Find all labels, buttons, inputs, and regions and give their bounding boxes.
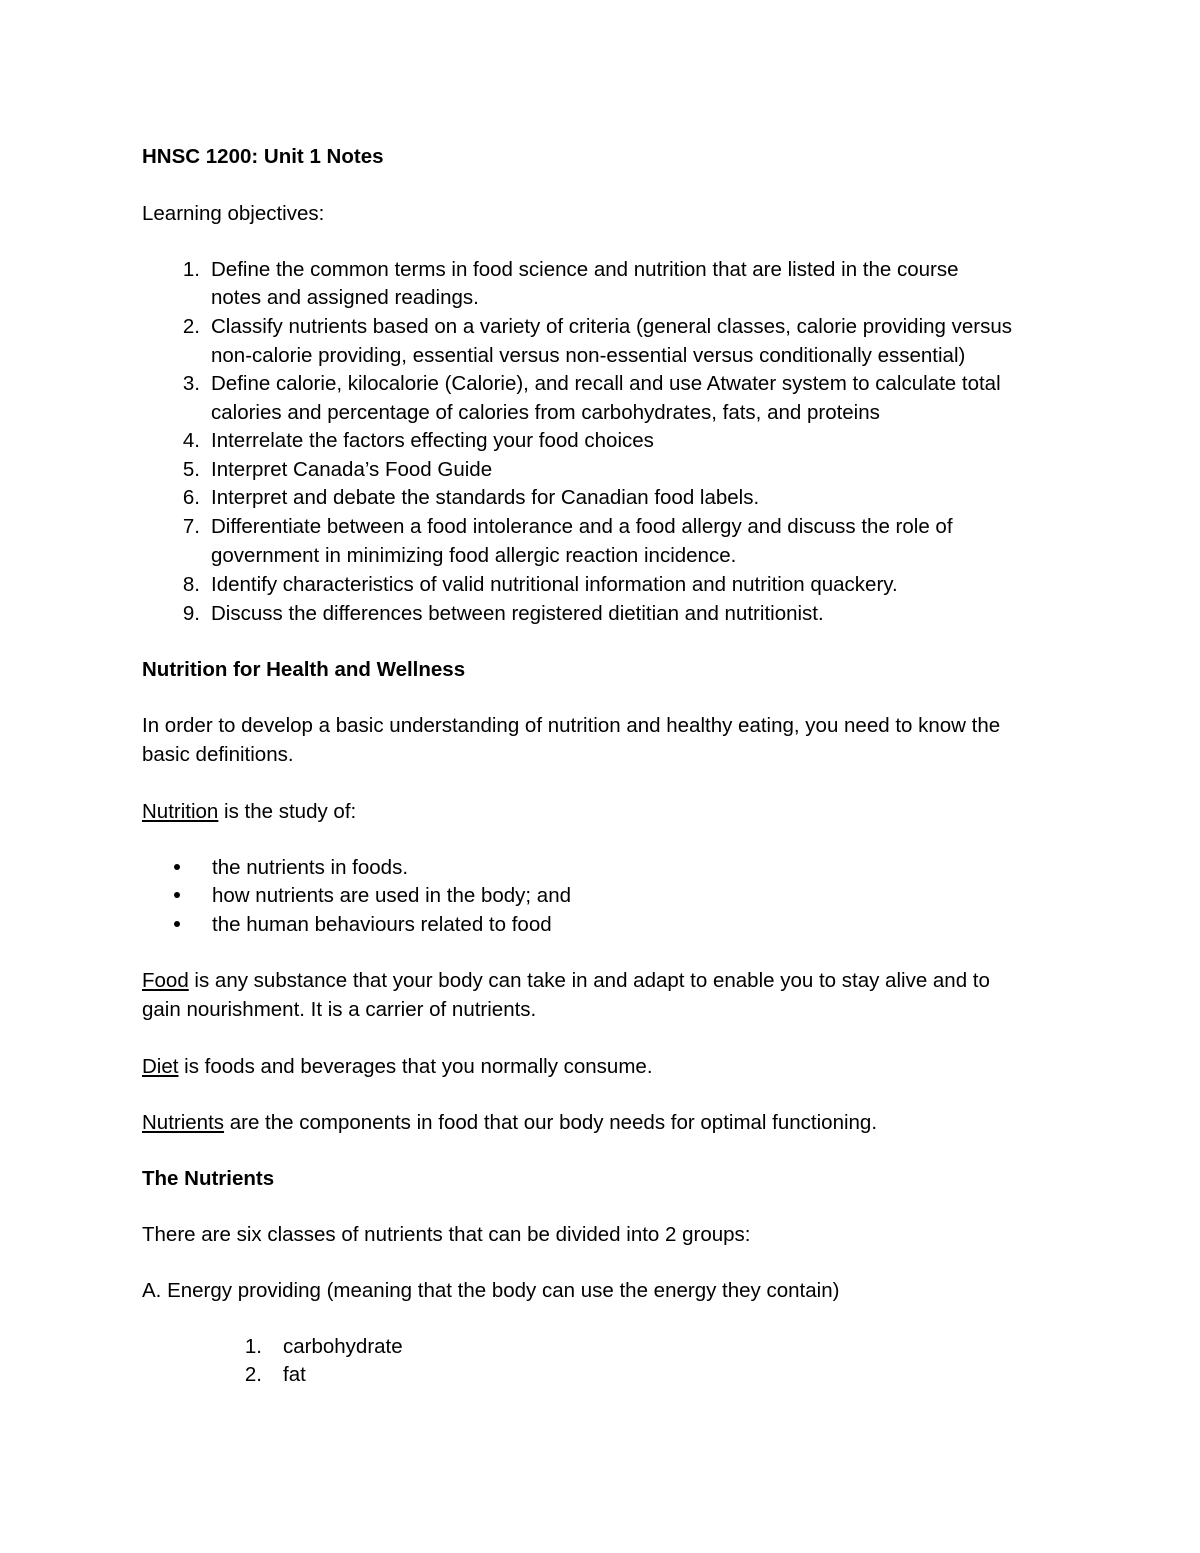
objectives-heading: Learning objectives: [142,202,325,225]
objective-number: 9. [182,602,200,625]
objective-text: Interpret Canada’s Food Guide [211,458,493,481]
objective-number: 1. [182,258,200,281]
bullet-icon [172,886,182,896]
objective-text: Classify nutrients based on a variety of criteria (general classes, calorie providing versus [211,315,1013,338]
item-text: carbohydrate [283,1335,403,1358]
nutrition-term: Nutrition [142,800,219,823]
objective-number: 7. [182,515,200,538]
diet-term: Diet [142,1055,179,1078]
bullet-text: the nutrients in foods. [212,856,409,879]
objective-number: 2. [182,315,200,338]
nutrition-def-text: is the study of: [218,800,357,823]
food-term: Food [142,969,189,992]
bullet-icon [172,858,182,868]
nutrients-definition [142,1113,877,1134]
document-title: HNSC 1200: Unit 1 Notes [142,145,384,168]
bullet-icon [172,915,182,925]
food-def-line: gain nourishment. It is a carrier of nutrients. [142,998,537,1021]
item-number: 2. [244,1363,262,1386]
item-text: fat [283,1363,306,1386]
objective-text: notes and assigned readings. [211,286,479,309]
bullet-text: how nutrients are used in the body; and [212,884,571,907]
objective-number: 3. [182,372,200,395]
section-heading-nutrients: The Nutrients [142,1167,275,1190]
objective-text: calories and percentage of calories from carbohydrates, fats, and proteins [211,401,880,424]
objective-text: government in minimizing food allergic reaction incidence. [211,544,737,567]
objective-text: Interrelate the factors effecting your food choices [211,429,654,452]
objective-text: Identify characteristics of valid nutritional information and nutrition quackery. [211,573,898,596]
nutrients-term: Nutrients [142,1111,225,1134]
objective-text: Discuss the differences between registered dietitian and nutritionist. [211,602,824,625]
objective-number: 4. [182,429,200,452]
nutrients-def-text: are the components in food that our body needs for optimal functioning. [224,1111,878,1134]
group-a-heading: A. Energy providing (meaning that the body can use the energy they contain) [142,1279,840,1302]
objective-number: 6. [182,486,200,509]
item-number: 1. [244,1335,262,1358]
objective-text: Interpret and debate the standards for Canadian food labels. [211,486,760,509]
diet-def-text: is foods and beverages that you normally consume. [178,1055,653,1078]
intro-line: In order to develop a basic understanding of nutrition and healthy eating, you need to know the [142,714,1001,737]
classes-intro: There are six classes of nutrients that can be divided into 2 groups: [142,1223,751,1246]
section-heading-health: Nutrition for Health and Wellness [142,658,466,681]
objective-text: Differentiate between a food intolerance and a food allergy and discuss the role of [211,515,953,538]
objective-text: Define calorie, kilocalorie (Calorie), and recall and use Atwater system to calculate total [211,372,1001,395]
objective-text: Define the common terms in food science and nutrition that are listed in the course [211,258,959,281]
objective-number: 8. [182,573,200,596]
nutrition-definition [142,802,356,823]
bullet-text: the human behaviours related to food [212,913,552,936]
diet-definition [142,1057,653,1078]
intro-line: basic definitions. [142,743,294,766]
objective-text: non-calorie providing, essential versus non-essential versus conditionally essential) [211,344,966,367]
food-def-text: is any substance that your body can take in and adapt to enable you to stay alive and to [188,969,990,992]
objective-number: 5. [182,458,200,481]
food-definition [142,971,990,992]
